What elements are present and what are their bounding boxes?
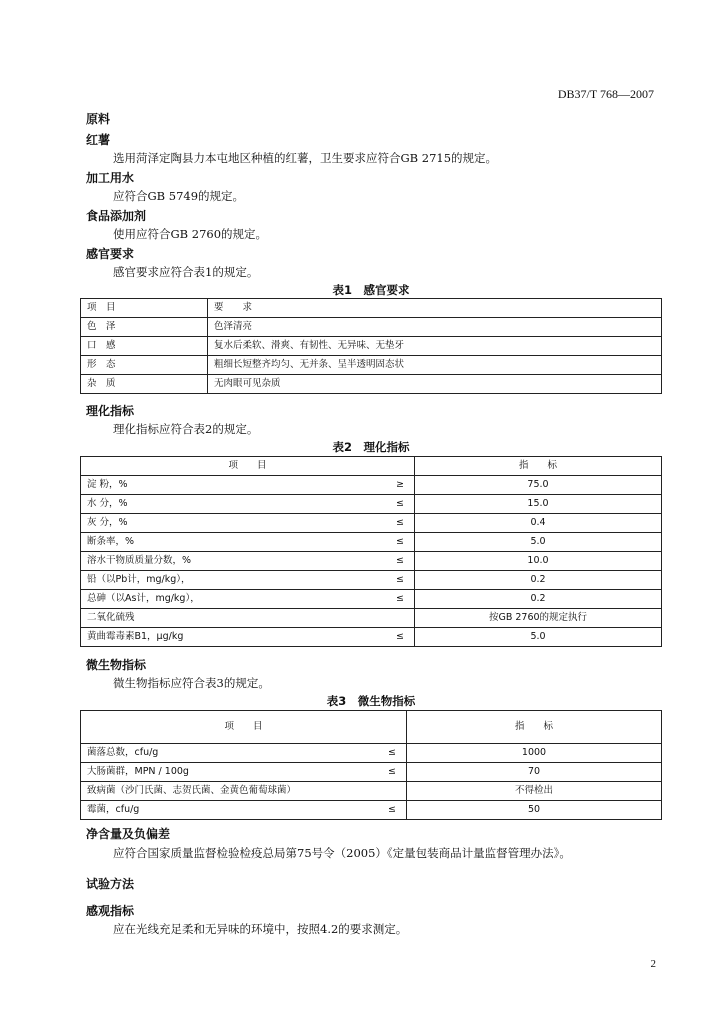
- paragraph-physchem: 理化指标应符合表2的规定。: [113, 422, 259, 436]
- table-cell: 色泽清亮: [208, 318, 662, 337]
- table-cell: ≤: [299, 628, 415, 647]
- table-cell: 10.0: [415, 552, 662, 571]
- table-cell: 大肠菌群，MPN / 100g: [81, 763, 299, 782]
- table-row: [81, 318, 662, 337]
- document-code: DB37/T 768—2007: [557, 87, 654, 101]
- table-row: [81, 609, 662, 628]
- header-cell: 指 标: [415, 457, 662, 476]
- paragraph-sweet-potato: 选用菏泽定陶县力本屯地区种植的红薯，卫生要求应符合GB 2715的规定。: [113, 151, 498, 165]
- paragraph-water: 应符合GB 5749的规定。: [113, 189, 245, 203]
- table-cell: 形 态: [81, 356, 208, 375]
- table-cell: 0.2: [415, 571, 662, 590]
- table-cell: 菌落总数，cfu/g: [81, 744, 299, 763]
- micro-table: [80, 710, 662, 820]
- paragraph-net-content: 应符合国家质量监督检验检疫总局第75号令（2005）《定量包装商品计量监督管理办法》。: [113, 846, 571, 860]
- table-cell: 灰 分，%: [81, 514, 299, 533]
- heading-sensory: 感官要求: [86, 247, 135, 261]
- table-cell: ≤: [299, 801, 407, 820]
- table-cell: 霉菌，cfu/g: [81, 801, 299, 820]
- table-row: [81, 495, 662, 514]
- heading-sweet-potato: 红薯: [86, 133, 111, 147]
- sensory-table: [80, 298, 662, 394]
- table-cell: 70: [407, 763, 662, 782]
- table-row: [81, 375, 662, 394]
- paragraph-sensory: 感官要求应符合表1的规定。: [113, 265, 259, 279]
- table-cell: 无肉眼可见杂质: [208, 375, 662, 394]
- table-header-row: [81, 711, 662, 744]
- table-header-row: [81, 457, 662, 476]
- table-row: [81, 476, 662, 495]
- table-cell: 二氧化硫残: [81, 609, 415, 628]
- table-row: [81, 337, 662, 356]
- table-row: [81, 590, 662, 609]
- heading-net-content: 净含量及负偏差: [86, 827, 171, 841]
- table-cell: 75.0: [415, 476, 662, 495]
- header-cell: 项 目: [81, 457, 415, 476]
- table-cell: 杂 质: [81, 375, 208, 394]
- table-cell: 按GB 2760的规定执行: [415, 609, 662, 628]
- table-cell: ≥: [299, 476, 415, 495]
- table-row: [81, 763, 662, 782]
- table-row: [81, 533, 662, 552]
- table-cell: 50: [407, 801, 662, 820]
- table-cell: ≤: [299, 533, 415, 552]
- heading-water: 加工用水: [86, 171, 135, 185]
- table-cell: 黄曲霉毒素B1，μg/kg: [81, 628, 299, 647]
- table-cell: 淀 粉，%: [81, 476, 299, 495]
- table-cell: ≤: [299, 763, 407, 782]
- header-cell: 要 求: [208, 299, 662, 318]
- table-cell: 粗细长短整齐均匀、无并条、呈半透明固态状: [208, 356, 662, 375]
- table-cell: 溶水干物质质量分数，%: [81, 552, 299, 571]
- heading-sensory-test: 感观指标: [86, 904, 135, 918]
- table-cell: ≤: [299, 514, 415, 533]
- table-cell: 致病菌（沙门氏菌、志贺氏菌、金黄色葡萄球菌）: [81, 782, 407, 801]
- physchem-table: [80, 456, 662, 647]
- table-cell: 水 分，%: [81, 495, 299, 514]
- table-cell: 断条率，%: [81, 533, 299, 552]
- heading-raw-material: 原料: [86, 112, 111, 126]
- table-cell: 总砷（以As计，mg/kg），: [81, 590, 299, 609]
- table-row: [81, 801, 662, 820]
- page-number: 2: [650, 958, 656, 970]
- paragraph-additives: 使用应符合GB 2760的规定。: [113, 227, 268, 241]
- table-cell: 不得检出: [407, 782, 662, 801]
- header-cell: 指 标: [407, 711, 662, 744]
- heading-additives: 食品添加剂: [86, 209, 147, 223]
- paragraph-sensory-test: 应在光线充足柔和无异味的环境中，按照4.2的要求测定。: [113, 922, 408, 936]
- table-row: [81, 782, 662, 801]
- table3-caption: 表3 微生物指标: [326, 694, 416, 708]
- table-cell: 口 感: [81, 337, 208, 356]
- table-cell: 5.0: [415, 533, 662, 552]
- table-row: [81, 356, 662, 375]
- table-cell: ≤: [299, 571, 415, 590]
- table-row: [81, 552, 662, 571]
- table-cell: ≤: [299, 495, 415, 514]
- table-cell: ≤: [299, 744, 407, 763]
- heading-micro: 微生物指标: [86, 658, 147, 672]
- table-cell: ≤: [299, 552, 415, 571]
- table-cell: 铅（以Pb计，mg/kg），: [81, 571, 299, 590]
- table-row: [81, 514, 662, 533]
- table-cell: 色 泽: [81, 318, 208, 337]
- table1-caption: 表1 感官要求: [332, 283, 410, 297]
- table-row: [81, 744, 662, 763]
- table-cell: ≤: [299, 590, 415, 609]
- table-cell: 0.4: [415, 514, 662, 533]
- table2-caption: 表2 理化指标: [332, 440, 410, 454]
- table-cell: 5.0: [415, 628, 662, 647]
- heading-physchem: 理化指标: [86, 404, 135, 418]
- header-cell: 项 目: [81, 299, 208, 318]
- table-cell: 复水后柔软、滑爽、有韧性、无异味、无垫牙: [208, 337, 662, 356]
- table-cell: 1000: [407, 744, 662, 763]
- table-cell: 0.2: [415, 590, 662, 609]
- table-row: [81, 628, 662, 647]
- table-header-row: [81, 299, 662, 318]
- table-cell: 15.0: [415, 495, 662, 514]
- heading-test-methods: 试验方法: [86, 877, 135, 891]
- table-row: [81, 571, 662, 590]
- header-cell: 项 目: [81, 711, 407, 744]
- paragraph-micro: 微生物指标应符合表3的规定。: [113, 676, 270, 690]
